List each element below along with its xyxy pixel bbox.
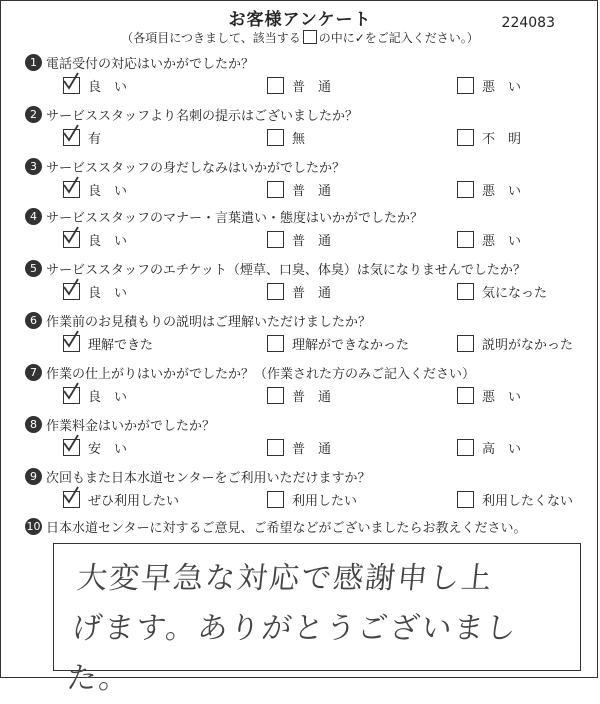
check-mark-icon — [61, 175, 81, 195]
answer-option[interactable] — [267, 76, 331, 95]
question-number: 10 — [26, 519, 41, 533]
checkbox[interactable] — [267, 439, 284, 456]
answer-option[interactable] — [63, 282, 127, 301]
answer-options — [25, 230, 585, 252]
handwritten-comment — [64, 554, 580, 704]
answer-option[interactable] — [63, 438, 127, 457]
checkbox[interactable] — [457, 283, 474, 300]
answer-option[interactable] — [457, 386, 521, 405]
check-mark-icon — [61, 123, 81, 143]
question-number: 6 — [25, 312, 42, 329]
answer-option[interactable] — [267, 334, 409, 353]
answer-option[interactable] — [267, 438, 331, 457]
option-label: 普 通 — [292, 286, 332, 301]
question-8 — [25, 415, 585, 460]
checkbox[interactable] — [457, 335, 474, 352]
answer-options — [25, 490, 585, 512]
option-label: 理解ができなかった — [292, 338, 410, 353]
option-label: 無 — [292, 132, 306, 147]
option-label: 安 い — [88, 442, 128, 457]
check-mark-icon — [61, 225, 81, 245]
checkbox[interactable] — [457, 77, 474, 94]
checkbox[interactable] — [267, 77, 284, 94]
instruction-after: をご記入ください。） — [364, 31, 479, 45]
question-number: 3 — [25, 158, 42, 175]
comment-line-1: 大変早急な対応で感謝申し上 — [75, 561, 496, 596]
question-4 — [25, 207, 585, 252]
question-heading — [25, 157, 585, 175]
question-heading — [25, 105, 585, 123]
answer-option[interactable] — [457, 490, 573, 509]
question-heading — [25, 311, 585, 329]
option-label: 普 通 — [292, 390, 332, 405]
question-heading — [25, 467, 585, 485]
checkbox[interactable] — [457, 491, 474, 508]
question-heading — [25, 415, 585, 433]
question-number: 9 — [25, 468, 42, 485]
form-id: 224083 — [501, 15, 555, 31]
instruction-before: （各項目につきまして、該当する — [121, 31, 301, 45]
option-label: 説明がなかった — [482, 338, 574, 353]
question-number: 2 — [25, 106, 42, 123]
answer-options — [25, 76, 585, 98]
question-heading — [25, 363, 585, 381]
question-heading — [25, 259, 585, 277]
check-mark-icon — [61, 277, 81, 297]
comment-box[interactable] — [53, 543, 581, 696]
question-heading — [25, 207, 585, 225]
question-text: 作業料金はいかがでしたか？ — [46, 418, 216, 434]
checkbox[interactable] — [267, 129, 284, 146]
checkbox[interactable] — [63, 439, 80, 456]
question-1 — [25, 53, 585, 98]
question-number: 7 — [25, 364, 42, 381]
option-label: 利用したくない — [482, 494, 574, 509]
option-label: 有 — [88, 132, 102, 147]
question-text: 電話受付の対応はいかがでしたか？ — [46, 56, 255, 72]
checkbox[interactable] — [267, 231, 284, 248]
question-9 — [25, 467, 585, 512]
check-mark-icon — [61, 485, 81, 505]
check-mark-icon — [61, 381, 81, 401]
comment-line-2: げます。ありがとうございました。 — [64, 611, 520, 696]
question-text: 作業の仕上がりはいかがでしたか？（作業された方のみご記入ください） — [46, 366, 476, 382]
option-label: 理解できた — [88, 338, 154, 353]
option-label: 普 通 — [292, 442, 332, 457]
answer-option[interactable] — [267, 282, 331, 301]
question-text: サービススタッフの身だしなみはいかがでしたか？ — [46, 160, 346, 176]
checkbox[interactable] — [63, 181, 80, 198]
option-label: 悪 い — [482, 184, 522, 199]
option-label: 良 い — [88, 234, 128, 249]
question-text: サービススタッフのマナー・言葉遣い・態度はいかがでしたか？ — [46, 210, 424, 226]
question-heading — [25, 517, 585, 535]
answer-option[interactable] — [457, 282, 547, 301]
checkbox[interactable] — [457, 231, 474, 248]
option-label: 良 い — [88, 286, 128, 301]
answer-option[interactable] — [63, 490, 179, 509]
question-number: 4 — [25, 208, 42, 225]
checkbox[interactable] — [63, 491, 80, 508]
option-label: 悪 い — [482, 390, 522, 405]
question-number: 5 — [25, 260, 42, 277]
question-text: 次回もまた日本水道センターをご利用いただけますか？ — [46, 470, 371, 486]
option-label: 良 い — [88, 390, 128, 405]
page-title: お客様アンケート — [228, 10, 372, 30]
checkbox[interactable] — [63, 283, 80, 300]
answer-option[interactable] — [267, 490, 357, 509]
option-label: ぜひ利用したい — [88, 494, 180, 509]
checkbox[interactable] — [457, 387, 474, 404]
checkbox[interactable] — [63, 77, 80, 94]
option-label: 良 い — [88, 80, 128, 95]
answer-option[interactable] — [267, 180, 331, 199]
question-text: サービススタッフのエチケット（煙草、口臭、体臭）は気になりませんでしたか？ — [46, 262, 526, 278]
answer-option[interactable] — [63, 180, 127, 199]
answer-options — [25, 282, 585, 304]
answer-option[interactable] — [457, 76, 521, 95]
answer-option[interactable] — [63, 386, 127, 405]
check-mark-icon — [61, 433, 81, 453]
question-7 — [25, 363, 585, 408]
answer-option[interactable] — [267, 386, 331, 405]
question-2 — [25, 105, 585, 150]
question-text: 日本水道センターに対するご意見、ご希望などがございましたらお教えください。 — [46, 520, 527, 536]
option-label: 普 通 — [292, 80, 332, 95]
checkbox[interactable] — [63, 387, 80, 404]
answer-options — [25, 180, 585, 202]
check-mark-icon: ✓ — [354, 31, 365, 45]
checkbox[interactable] — [457, 129, 474, 146]
answer-options — [25, 334, 585, 356]
answer-options — [25, 386, 585, 408]
checkbox[interactable] — [267, 181, 284, 198]
check-mark-icon — [61, 71, 81, 91]
checkbox[interactable] — [457, 181, 474, 198]
question-10 — [25, 517, 585, 535]
option-label: 気になった — [482, 286, 548, 301]
checkbox[interactable] — [267, 283, 284, 300]
question-text: サービススタッフより名刺の提示はございましたか？ — [46, 108, 359, 124]
answer-option[interactable] — [457, 438, 521, 457]
question-text: 作業前のお見積もりの説明はご理解いただけましたか？ — [46, 314, 372, 330]
option-label: 不 明 — [482, 132, 522, 147]
question-number: 1 — [25, 54, 42, 71]
checkbox[interactable] — [63, 129, 80, 146]
option-label: 高 い — [482, 442, 522, 457]
checkbox[interactable] — [267, 335, 284, 352]
question-5 — [25, 259, 585, 304]
answer-option[interactable] — [267, 128, 305, 147]
question-6 — [25, 311, 585, 356]
answer-option[interactable] — [63, 76, 127, 95]
question-heading — [25, 53, 585, 71]
option-label: 普 通 — [292, 184, 332, 199]
instruction-middle: の中に — [318, 31, 355, 45]
question-number: 8 — [25, 416, 42, 433]
answer-options — [25, 128, 585, 150]
checkbox[interactable] — [267, 491, 284, 508]
answer-option[interactable] — [63, 128, 101, 147]
option-label: 良 い — [88, 184, 128, 199]
answer-option[interactable] — [457, 334, 573, 353]
answer-option[interactable] — [457, 128, 521, 147]
answer-option[interactable] — [457, 230, 521, 249]
option-label: 悪 い — [482, 80, 522, 95]
answer-option[interactable] — [63, 334, 153, 353]
option-label: 利用したい — [292, 494, 358, 509]
option-label: 普 通 — [292, 234, 332, 249]
checkbox[interactable] — [63, 231, 80, 248]
option-label: 悪 い — [482, 234, 522, 249]
checkbox-sample-icon — [303, 30, 317, 44]
checkbox[interactable] — [457, 439, 474, 456]
answer-options — [25, 438, 585, 460]
check-mark-icon — [61, 329, 81, 349]
answer-option[interactable] — [267, 230, 331, 249]
checkbox[interactable] — [267, 387, 284, 404]
answer-option[interactable] — [457, 180, 521, 199]
answer-option[interactable] — [63, 230, 127, 249]
checkbox[interactable] — [63, 335, 80, 352]
instruction-text — [1, 29, 599, 46]
question-3 — [25, 157, 585, 202]
